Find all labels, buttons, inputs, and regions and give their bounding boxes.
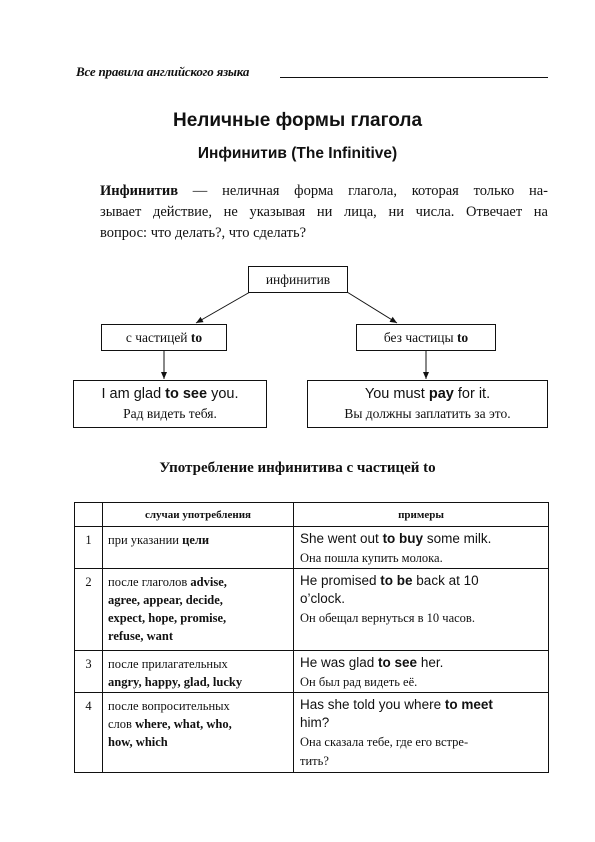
example-with-to-translation: Рад видеть тебя. (123, 406, 217, 421)
running-title: Все правила английского языка (76, 64, 250, 79)
diagram-root-box: инфинитив (248, 266, 348, 293)
arrow-root-to-left (196, 292, 250, 323)
definition-term: Инфинитив (100, 183, 179, 199)
header-examples: примеры (294, 503, 549, 527)
example-without-to-translation: Вы должны заплатить за это. (344, 406, 511, 421)
example-without-to-english: You must pay for it. (364, 386, 491, 402)
table-row (75, 527, 549, 569)
example-with-to-english: I am glad to see you. (101, 386, 239, 402)
definition-line-1: Инфинитив — неличная форма глагола, которая только на- (100, 183, 548, 199)
row-number: 4 (75, 693, 103, 773)
diagram-example-without-to (307, 380, 548, 428)
diagram-example-with-to (73, 380, 267, 428)
row-example: He was glad to see her. Он был рад видеть её. (294, 651, 549, 693)
header-cases: случаи употребления (103, 503, 294, 527)
usage-table (74, 502, 549, 773)
page-subtitle: Инфинитив (The Infinitive) (197, 145, 398, 162)
diagram-with-to-box: с частицей to (101, 324, 227, 351)
table-row (75, 693, 549, 773)
table-row (75, 569, 549, 651)
definition-line-3: вопрос: что делать?, что сделать? (100, 225, 307, 241)
row-case: при указании цели (103, 527, 294, 569)
header-num (75, 503, 103, 527)
row-case: после вопросительных слов where, what, who, how, which (103, 693, 294, 773)
row-number: 3 (75, 651, 103, 693)
table-header-row (75, 503, 549, 527)
row-case: после глаголов advise, agree, appear, decide, expect, hope, promise, refuse, want (103, 569, 294, 651)
row-example: She went out to buy some milk. Она пошла купить молока. (294, 527, 549, 569)
row-example: He promised to be back at 10 o’clock. Он обещал вернуться в 10 часов. (294, 569, 549, 651)
page-title: Неличные формы глагола (172, 110, 423, 131)
definition-line-2: зывает действие, не указывая ни лица, ни числа. Отвечает на (100, 204, 548, 220)
row-number: 2 (75, 569, 103, 651)
table-row (75, 651, 549, 693)
row-number: 1 (75, 527, 103, 569)
arrow-root-to-right (347, 292, 397, 323)
definition-paragraph (100, 181, 548, 244)
section-title: Употребление инфинитива с частицей to (159, 460, 436, 476)
running-title-rule (280, 77, 548, 78)
row-example: Has she told you where to meet him? Она сказала тебе, где его встре- тить? (294, 693, 549, 773)
row-case: после прилагательных angry, happy, glad, lucky (103, 651, 294, 693)
diagram-without-to-box: без частицы to (356, 324, 496, 351)
